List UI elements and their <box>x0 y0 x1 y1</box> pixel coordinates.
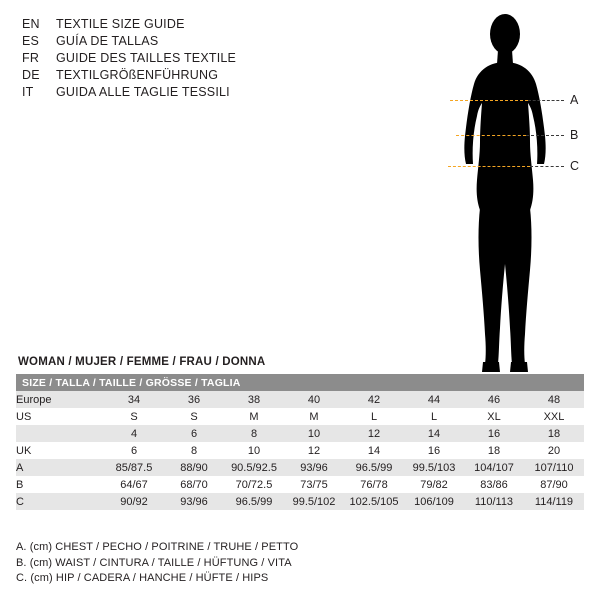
title-row <box>22 33 352 50</box>
cell: 76/78 <box>344 476 404 493</box>
row-label: A <box>16 459 104 476</box>
cell: 70/72.5 <box>224 476 284 493</box>
cell: 64/67 <box>104 476 164 493</box>
cell: 14 <box>404 425 464 442</box>
language-title: GUIDE DES TAILLES TEXTILE <box>56 51 237 65</box>
table-row <box>16 459 584 476</box>
cell: 40 <box>284 391 344 408</box>
cell: 8 <box>224 425 284 442</box>
cell: 93/96 <box>284 459 344 476</box>
language-title-block <box>22 16 352 101</box>
female-silhouette-icon <box>420 8 595 378</box>
cell: 36 <box>164 391 224 408</box>
cell: 42 <box>344 391 404 408</box>
size-table-section <box>16 356 584 510</box>
cell: 96.5/99 <box>224 493 284 510</box>
cell: L <box>344 408 404 425</box>
measure-label-b: B <box>570 128 579 142</box>
cell: 83/86 <box>464 476 524 493</box>
cell: M <box>224 408 284 425</box>
title-row <box>22 50 352 67</box>
measure-line-b <box>456 135 526 136</box>
measure-label-a: A <box>570 93 579 107</box>
cell: 34 <box>104 391 164 408</box>
note-c: C. (cm) HIP / CADERA / HANCHE / HÜFTE / HIPS <box>16 572 269 584</box>
cell: 16 <box>404 442 464 459</box>
row-label: C <box>16 493 104 510</box>
table-row <box>16 493 584 510</box>
body-figure <box>420 8 595 378</box>
cell: 20 <box>524 442 584 459</box>
row-label: B <box>16 476 104 493</box>
cell: 18 <box>464 442 524 459</box>
row-label: US <box>16 408 104 425</box>
measure-line-c <box>448 166 530 167</box>
size-table <box>16 374 584 510</box>
cell: 102.5/105 <box>344 493 404 510</box>
cell: 90/92 <box>104 493 164 510</box>
cell: 44 <box>404 391 464 408</box>
table-row <box>16 408 584 425</box>
cell: 6 <box>104 442 164 459</box>
language-title: TEXTILGRÖßENFÜHRUNG <box>56 68 219 82</box>
language-title: GUIDA ALLE TAGLIE TESSILI <box>56 85 230 99</box>
language-code: EN <box>22 17 40 31</box>
language-code: ES <box>22 34 40 48</box>
language-code: DE <box>22 68 40 82</box>
table-row <box>16 391 584 408</box>
measure-leader-c <box>530 166 564 167</box>
cell: 87/90 <box>524 476 584 493</box>
note-b: B. (cm) WAIST / CINTURA / TAILLE / HÜFTUNG / VITA <box>16 556 292 569</box>
cell: 110/113 <box>464 493 524 510</box>
cell: 12 <box>344 425 404 442</box>
title-row <box>22 16 352 33</box>
note-a: A. (cm) CHEST / PECHO / POITRINE / TRUHE / PETTO <box>16 541 299 553</box>
row-label: Europe <box>16 391 104 408</box>
row-label <box>16 425 104 442</box>
cell: 18 <box>524 425 584 442</box>
cell: 14 <box>344 442 404 459</box>
cell: 106/109 <box>404 493 464 510</box>
cell: 73/75 <box>284 476 344 493</box>
language-code: IT <box>22 85 34 99</box>
table-header-row <box>16 374 584 391</box>
cell: XL <box>464 408 524 425</box>
table-row <box>16 442 584 459</box>
title-row <box>22 84 352 101</box>
cell: M <box>284 408 344 425</box>
table-row <box>16 476 584 493</box>
cell: 16 <box>464 425 524 442</box>
cell: 79/82 <box>404 476 464 493</box>
cell: 10 <box>284 425 344 442</box>
title-row <box>22 67 352 84</box>
cell: XXL <box>524 408 584 425</box>
language-title: GUÍA DE TALLAS <box>56 34 159 48</box>
cell: 85/87.5 <box>104 459 164 476</box>
cell: 48 <box>524 391 584 408</box>
cell: 99.5/103 <box>404 459 464 476</box>
cell: 68/70 <box>164 476 224 493</box>
cell: 12 <box>284 442 344 459</box>
table-header-label: SIZE / TALLA / TAILLE / GRÖSSE / TAGLIA <box>16 374 584 391</box>
cell: 4 <box>104 425 164 442</box>
cell: 99.5/102 <box>284 493 344 510</box>
table-row <box>16 425 584 442</box>
cell: 114/119 <box>524 493 584 510</box>
cell: 6 <box>164 425 224 442</box>
cell: S <box>164 408 224 425</box>
cell: 8 <box>164 442 224 459</box>
cell: 90.5/92.5 <box>224 459 284 476</box>
measurement-notes <box>16 540 576 587</box>
row-label: UK <box>16 442 104 459</box>
cell: S <box>104 408 164 425</box>
cell: 10 <box>224 442 284 459</box>
cell: 93/96 <box>164 493 224 510</box>
measure-label-c: C <box>570 159 580 173</box>
language-title: TEXTILE SIZE GUIDE <box>56 17 185 31</box>
cell: 107/110 <box>524 459 584 476</box>
cell: 96.5/99 <box>344 459 404 476</box>
cell: 46 <box>464 391 524 408</box>
language-code: FR <box>22 51 40 65</box>
cell: 104/107 <box>464 459 524 476</box>
cell: L <box>404 408 464 425</box>
measure-line-a <box>450 100 528 101</box>
measure-leader-a <box>528 100 564 101</box>
table-group-title: WOMAN / MUJER / FEMME / FRAU / DONNA <box>18 356 266 368</box>
cell: 88/90 <box>164 459 224 476</box>
cell: 38 <box>224 391 284 408</box>
measure-leader-b <box>526 135 564 136</box>
